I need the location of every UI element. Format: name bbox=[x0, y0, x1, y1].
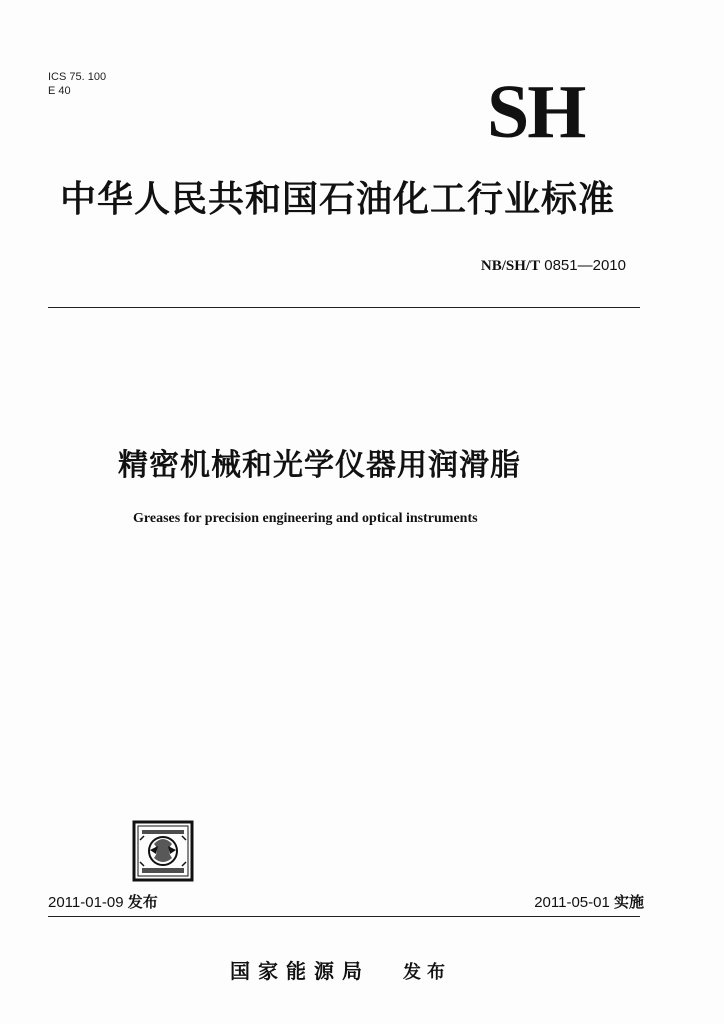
category-code: E 40 bbox=[48, 85, 71, 97]
effective-date bbox=[534, 893, 644, 912]
effective-date-value: 2011-05-01 bbox=[534, 894, 610, 911]
publisher-seal-icon bbox=[132, 820, 194, 882]
sh-logo: SH bbox=[487, 70, 585, 154]
bottom-divider bbox=[48, 916, 640, 917]
standard-number-prefix: NB/SH/T bbox=[480, 258, 541, 274]
document-title-chinese: 精密机械和光学仪器用润滑脂 bbox=[118, 448, 521, 483]
standard-number bbox=[481, 257, 626, 275]
issue-date-label: 发布 bbox=[127, 893, 158, 911]
classification-codes bbox=[48, 70, 106, 98]
publisher-name: 国家能源局 bbox=[230, 959, 370, 983]
effective-date-label: 实施 bbox=[613, 893, 644, 911]
top-divider bbox=[48, 307, 640, 308]
ics-code: ICS 75. 100 bbox=[48, 71, 107, 83]
standard-number-value: 0851—2010 bbox=[544, 257, 626, 274]
publisher-line bbox=[230, 958, 451, 986]
issue-date-value: 2011-01-09 bbox=[48, 894, 124, 911]
standard-title: 中华人民共和国石油化工行业标准 bbox=[60, 179, 616, 220]
publisher-action: 发布 bbox=[402, 962, 451, 983]
issue-date bbox=[48, 893, 158, 912]
document-title-english: Greases for precision engineering and optical instruments bbox=[133, 511, 478, 526]
